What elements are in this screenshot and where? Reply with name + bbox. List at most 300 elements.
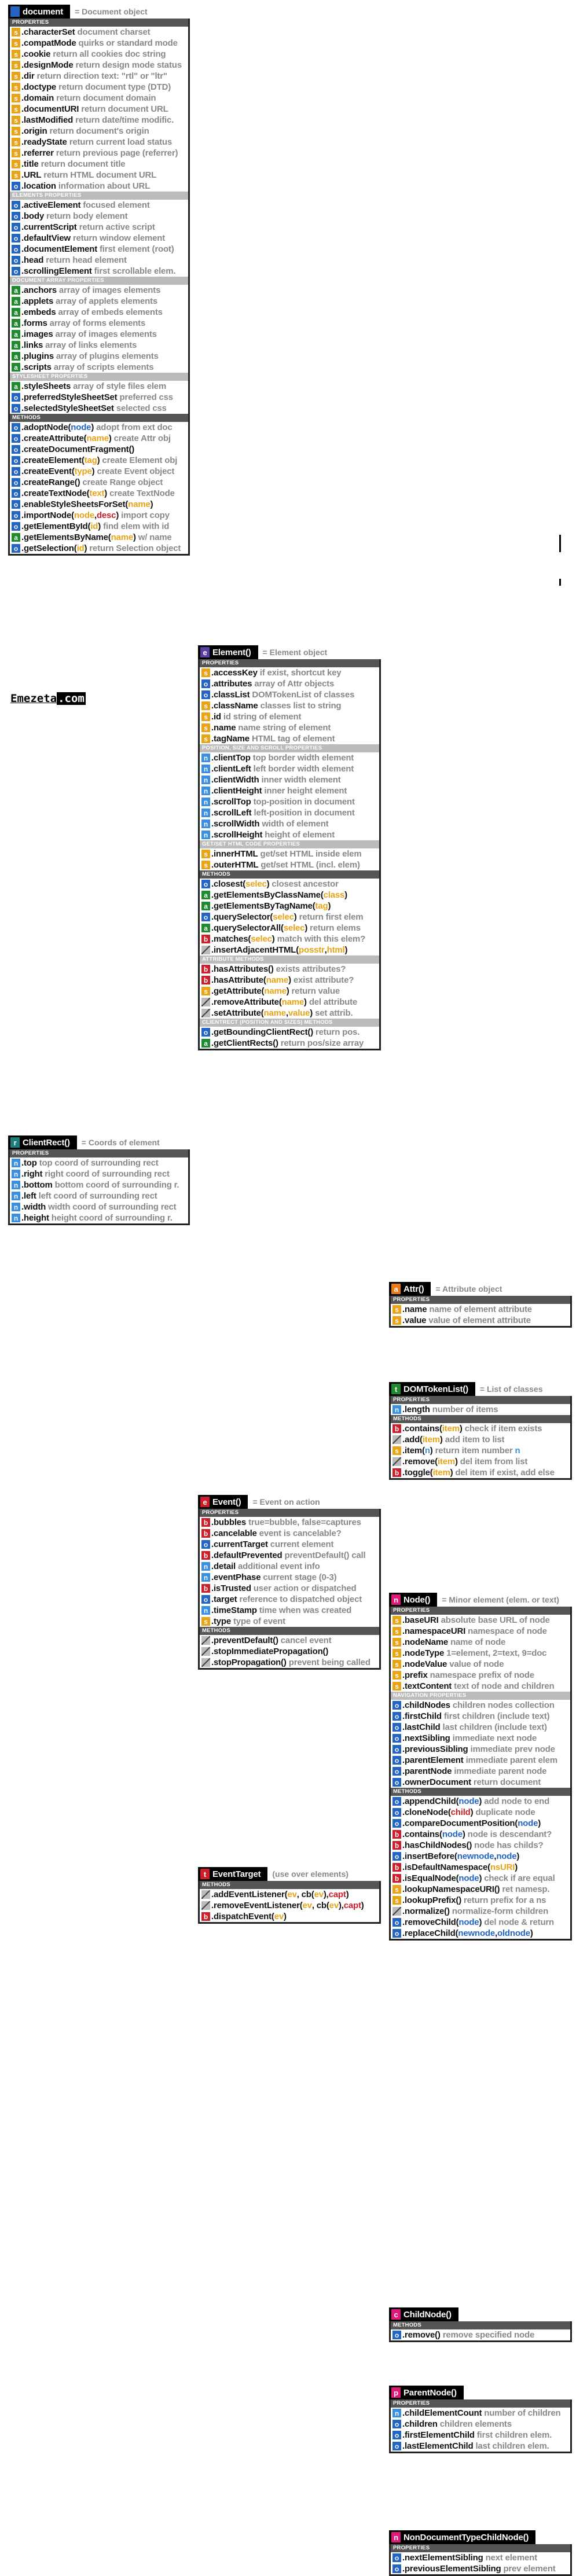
api-name: .right	[21, 1169, 43, 1179]
api-name: .isEqualNode(	[402, 1873, 459, 1883]
api-item	[200, 711, 379, 722]
api-param: child	[450, 1807, 471, 1817]
object-type-icon: o	[392, 2331, 401, 2339]
object-type-icon: o	[201, 913, 210, 921]
api-name: .enableStyleSheetsForSet(	[21, 499, 129, 509]
api-item	[200, 1583, 379, 1594]
object-type-icon: o	[392, 1797, 401, 1806]
api-description: first children (include text)	[443, 1711, 550, 1721]
api-item	[10, 60, 188, 71]
api-param: item	[432, 1468, 450, 1478]
api-param: tag	[315, 901, 328, 911]
api-name: .className	[211, 701, 258, 711]
node-badge-icon: n	[391, 1594, 401, 1605]
api-description: user action or dispatched	[253, 1583, 357, 1593]
number-type-icon: n	[201, 1562, 210, 1571]
number-type-icon: n	[12, 1181, 20, 1189]
api-param: node	[74, 510, 94, 520]
api-item	[10, 104, 188, 115]
api-item	[391, 1895, 570, 1906]
array-type-icon: a	[12, 297, 20, 306]
nondoctypechild-badge-icon: n	[391, 2532, 401, 2542]
api-item	[391, 1829, 570, 1840]
childnode-header	[389, 2307, 572, 2321]
boolean-type-icon: b	[392, 1424, 401, 1433]
api-param: ev	[329, 1901, 339, 1910]
api-description: return item number	[435, 1446, 513, 1456]
api-name: .currentTarget	[211, 1539, 268, 1549]
api-param: ev	[314, 1890, 324, 1899]
api-description: return head element	[46, 255, 127, 265]
api-name: .name	[402, 1304, 427, 1314]
api-item	[10, 222, 188, 233]
api-param: html	[326, 945, 345, 955]
api-item	[200, 1646, 379, 1657]
void-type-icon	[201, 998, 210, 1006]
api-description: array of style files elem	[73, 381, 167, 391]
api-description: array of links elements	[45, 340, 137, 350]
api-name: .previousSibling	[402, 1744, 468, 1754]
api-description: immediate next node	[452, 1733, 537, 1743]
string-type-icon: s	[12, 138, 20, 146]
void-type-icon	[201, 1890, 210, 1899]
api-description: prev element	[503, 2564, 556, 2574]
string-type-icon: s	[201, 734, 210, 743]
api-name: .bubbles	[211, 1517, 247, 1527]
api-description: return direction text: "rtl" or "ltr"	[36, 71, 167, 81]
api-description: return prefix for a ns	[464, 1895, 546, 1905]
attr-body	[389, 1296, 572, 1328]
api-name: .head	[21, 255, 44, 265]
attr-title: Attr()	[403, 1284, 424, 1294]
api-item	[391, 1648, 570, 1659]
api-description: import copy	[121, 510, 170, 520]
number-type-icon: n	[201, 820, 210, 828]
section-header: PROPERTIES	[391, 2399, 570, 2408]
object-type-icon: o	[12, 182, 20, 190]
object-type-icon: o	[201, 679, 210, 688]
api-description: add node to end	[484, 1796, 550, 1806]
eventtarget-description: (use over elements)	[272, 1869, 348, 1879]
api-name: .createEvent(	[21, 466, 75, 476]
api-param: node	[496, 1851, 517, 1861]
api-name: .parentNode	[402, 1766, 452, 1776]
api-description: immediate prev node	[470, 1744, 555, 1754]
api-item	[391, 2563, 570, 2574]
event-title: Event()	[212, 1497, 241, 1507]
api-param: text	[89, 488, 105, 498]
object-type-icon: o	[392, 1819, 401, 1828]
document-badge-icon	[10, 6, 20, 17]
api-param: nsURI	[490, 1862, 515, 1872]
api-paren-close: )	[470, 1807, 474, 1817]
api-item	[391, 1659, 570, 1670]
api-description: return window element	[72, 233, 166, 243]
api-description: width of element	[262, 819, 329, 829]
api-item	[10, 318, 188, 329]
string-type-icon: s	[201, 850, 210, 858]
childnode-panel	[389, 2307, 572, 2342]
document-title: document	[23, 6, 64, 17]
api-name: .referrer	[21, 148, 54, 158]
string-type-icon: s	[392, 1305, 401, 1314]
api-paren-close: )	[459, 1424, 463, 1434]
document-body	[8, 19, 190, 556]
section-header: PROPERTIES	[391, 1607, 570, 1615]
api-name: .scrollWidth	[211, 819, 260, 829]
api-item	[10, 296, 188, 307]
api-paren-close: )	[288, 975, 291, 985]
parentnode-title: ParentNode()	[403, 2387, 457, 2398]
api-description: return document title	[41, 159, 126, 169]
api-item	[10, 266, 188, 277]
api-description: cancel event	[280, 1636, 332, 1645]
api-description: return document domain	[56, 93, 156, 103]
api-description: prevent being called	[288, 1658, 370, 1667]
api-param: name	[111, 532, 133, 542]
api-item	[391, 1670, 570, 1681]
number-type-icon: n	[201, 798, 210, 806]
object-type-icon: o	[201, 880, 210, 888]
object-type-icon: o	[392, 1734, 401, 1743]
api-name: .contains(	[402, 1424, 442, 1434]
api-paren-close: )	[328, 901, 331, 911]
api-item	[391, 1840, 570, 1851]
attr-header	[389, 1282, 572, 1296]
api-paren-close: )	[346, 1890, 349, 1899]
api-item	[10, 499, 188, 510]
api-item	[391, 1304, 570, 1315]
element-body	[198, 659, 381, 1050]
api-description: array of images elements	[58, 285, 161, 295]
api-name: .cancelable	[211, 1528, 257, 1538]
event-description: = Event on action	[252, 1497, 320, 1506]
api-description: name string of element	[238, 723, 331, 733]
api-name: .compatMode	[21, 38, 76, 48]
api-item	[391, 2329, 570, 2340]
api-item	[200, 763, 379, 774]
api-paren-close: )	[530, 1928, 533, 1938]
api-item	[10, 233, 188, 244]
array-type-icon: a	[12, 330, 20, 339]
domtokenlist-badge-icon: t	[391, 1384, 401, 1394]
api-item	[200, 997, 379, 1008]
boolean-type-icon: b	[201, 935, 210, 943]
element-panel	[198, 645, 381, 1050]
event-header	[198, 1495, 381, 1509]
event-badge-icon: e	[200, 1497, 210, 1507]
object-type-icon: o	[12, 489, 20, 498]
object-type-icon: o	[392, 1723, 401, 1732]
api-description: adopt from ext doc	[96, 422, 173, 432]
api-name: .embeds	[21, 307, 56, 317]
api-description: next element	[485, 2553, 537, 2563]
api-name: .baseURI	[402, 1615, 439, 1625]
api-param: ),	[323, 1890, 329, 1899]
api-name: .scrollHeight	[211, 830, 263, 840]
boolean-type-icon: b	[201, 965, 210, 973]
api-name: .getElementById(	[21, 521, 91, 531]
string-type-icon: s	[12, 83, 20, 91]
array-type-icon: a	[201, 1039, 210, 1048]
api-item	[200, 1038, 379, 1049]
api-description: array of embeds elements	[58, 307, 163, 317]
nondoctypechild-title-bar	[389, 2530, 535, 2544]
api-description: selected css	[116, 403, 167, 413]
api-paren-close: )	[108, 433, 112, 443]
array-type-icon: a	[12, 363, 20, 372]
api-description: first scrollable elem.	[94, 266, 176, 276]
number-type-icon: n	[201, 809, 210, 817]
api-name: .createElement(	[21, 455, 85, 465]
object-type-icon: o	[12, 393, 20, 402]
api-description: 1=element, 2=text, 9=doc	[446, 1648, 547, 1658]
api-item	[200, 818, 379, 829]
api-description: array of plugins elements	[56, 351, 159, 361]
api-name: .add(	[402, 1435, 423, 1445]
api-name: .top	[21, 1158, 37, 1168]
string-type-icon: s	[12, 28, 20, 36]
array-type-icon: a	[12, 382, 20, 391]
api-description-param: n	[515, 1446, 520, 1456]
api-paren-close: )	[430, 1446, 433, 1456]
object-type-icon: o	[392, 2420, 401, 2428]
api-name: .remove(	[402, 1457, 438, 1467]
api-description: first children elem.	[476, 2430, 552, 2440]
clientrect-header	[8, 1136, 190, 1149]
api-item	[10, 181, 188, 192]
api-description: return value	[291, 986, 340, 996]
section-header: METHODS	[10, 414, 188, 422]
attr-title-bar	[389, 1282, 431, 1296]
api-name: .lastElementChild	[402, 2441, 474, 2451]
api-item	[10, 115, 188, 126]
api-item	[10, 477, 188, 488]
api-name: .clientWidth	[211, 775, 259, 785]
api-name: .isDefaultNamespace(	[402, 1862, 490, 1872]
api-paren-close: )	[479, 1796, 482, 1806]
object-type-icon: o	[392, 1852, 401, 1861]
api-name: .clientHeight	[211, 786, 262, 796]
array-type-icon: a	[12, 308, 20, 317]
api-item	[10, 1190, 188, 1201]
api-name: .hasAttributes()	[211, 964, 274, 974]
api-param: value	[288, 1008, 310, 1018]
api-item	[10, 38, 188, 49]
api-name: .lookupPrefix()	[402, 1895, 462, 1905]
api-name: .documentURI	[21, 104, 79, 114]
api-param: selec	[283, 923, 305, 933]
api-description: create Range object	[82, 477, 163, 487]
api-description: current element	[270, 1539, 334, 1549]
api-paren-close: )	[293, 912, 297, 922]
api-item	[200, 1635, 379, 1646]
object-type-icon: o	[12, 223, 20, 231]
domtokenlist-title: DOMTokenList()	[403, 1384, 468, 1394]
string-type-icon: s	[201, 987, 210, 995]
api-item	[200, 1008, 379, 1019]
api-paren-close: )	[361, 1901, 364, 1910]
api-item	[391, 1722, 570, 1733]
emezeta-logo[interactable]	[10, 692, 86, 705]
api-name: .bottom	[21, 1180, 53, 1190]
object-type-icon: o	[392, 2564, 401, 2573]
api-paren-close: )	[266, 879, 270, 889]
api-item	[10, 422, 188, 433]
void-type-icon	[201, 946, 210, 954]
api-description: top border width element	[252, 753, 354, 763]
api-param: oldnode	[497, 1928, 530, 1938]
api-item	[10, 255, 188, 266]
eventtarget-title: EventTarget	[212, 1869, 261, 1879]
api-name: .getElementsByTagName(	[211, 901, 315, 911]
domtokenlist-description: = List of classes	[479, 1384, 543, 1394]
object-type-icon: o	[392, 1767, 401, 1776]
api-description: get/set HTML inside elem	[260, 849, 362, 859]
api-param: ,	[94, 510, 97, 520]
api-item	[391, 2552, 570, 2563]
object-type-icon: o	[12, 511, 20, 520]
childnode-title: ChildNode()	[403, 2309, 452, 2320]
api-description: return document type (DTD)	[58, 82, 171, 92]
node-description: = Minor element (elem. or text)	[442, 1595, 559, 1604]
string-type-icon: s	[12, 105, 20, 113]
api-description: check if are equal	[484, 1873, 555, 1883]
object-type-icon: o	[392, 1701, 401, 1710]
string-type-icon: s	[392, 1896, 401, 1905]
api-item	[391, 1733, 570, 1744]
api-name: .outerHTML	[211, 860, 259, 870]
api-item	[391, 2419, 570, 2430]
api-description: bottom coord of surrounding r.	[54, 1180, 179, 1190]
api-name: .defaultView	[21, 233, 71, 243]
api-description: left-position in document	[254, 808, 355, 818]
api-description: node is descendant?	[467, 1829, 552, 1839]
api-param: ),	[338, 1901, 344, 1910]
api-item	[10, 521, 188, 532]
api-name: .createTextNode(	[21, 488, 90, 498]
number-type-icon: n	[201, 831, 210, 839]
domtokenlist-body	[389, 1396, 572, 1480]
api-description: right coord of surrounding rect	[45, 1169, 170, 1179]
api-item	[391, 1917, 570, 1928]
api-paren-close: )	[286, 986, 289, 996]
object-type-icon: o	[12, 434, 20, 443]
api-name: .getSelection(	[21, 543, 77, 553]
api-name: .importNode(	[21, 510, 74, 520]
api-param: newnode	[457, 1851, 494, 1861]
api-description: return Selection object	[89, 543, 181, 553]
api-item	[200, 945, 379, 956]
api-description: array of applets elements	[56, 296, 158, 306]
object-type-icon: o	[201, 1028, 210, 1037]
api-item	[10, 200, 188, 211]
api-description: namespace of node	[468, 1626, 547, 1636]
api-name: .lastChild	[402, 1722, 441, 1732]
api-item	[200, 1616, 379, 1627]
api-item	[200, 890, 379, 901]
clientrect-title-bar	[8, 1136, 77, 1149]
api-item	[200, 1594, 379, 1605]
api-name: .matches(	[211, 934, 251, 944]
api-name: .firstChild	[402, 1711, 442, 1721]
api-paren-close: )	[104, 488, 108, 498]
api-name: .getElementsByName(	[21, 532, 111, 542]
api-description: array of images elements	[55, 329, 157, 339]
void-type-icon	[201, 1901, 210, 1910]
api-name: .location	[21, 181, 56, 191]
eventtarget-badge-icon: t	[200, 1869, 210, 1879]
api-item	[391, 1744, 570, 1755]
api-name: .clientTop	[211, 753, 251, 763]
number-type-icon: n	[201, 1606, 210, 1615]
api-name: .parentElement	[402, 1755, 464, 1765]
api-name: .value	[402, 1315, 427, 1325]
api-name: .preferredStyleSheetSet	[21, 392, 118, 402]
api-param: n	[424, 1446, 430, 1456]
document-panel	[8, 5, 190, 556]
attr-description: = Attribute object	[435, 1284, 502, 1293]
api-item	[200, 807, 379, 818]
api-item	[200, 912, 379, 923]
api-description: id string of element	[223, 712, 302, 722]
api-item	[391, 2441, 570, 2452]
api-param: type	[74, 466, 92, 476]
api-param: name	[281, 997, 304, 1007]
api-name: .ownerDocument	[402, 1777, 471, 1787]
api-item	[200, 733, 379, 744]
section-header: METHODS	[391, 2321, 570, 2329]
api-description: immediate parent node	[454, 1766, 547, 1776]
api-item	[200, 1900, 379, 1911]
api-description: immediate parent elem	[465, 1755, 557, 1765]
api-name: .compareDocumentPosition(	[402, 1818, 518, 1828]
api-name: .createAttribute(	[21, 433, 87, 443]
api-description: focused element	[83, 200, 150, 210]
element-description: = Element object	[262, 648, 328, 657]
api-item	[10, 488, 188, 499]
api-param: capt	[328, 1890, 346, 1899]
api-name: .eventPhase	[211, 1572, 261, 1582]
api-description: time when was created	[259, 1605, 352, 1615]
api-item	[10, 159, 188, 170]
childnode-badge-icon: c	[391, 2309, 401, 2320]
api-item	[200, 678, 379, 689]
string-type-icon: s	[392, 1616, 401, 1625]
api-item	[200, 901, 379, 912]
api-name: .addEventListener(	[211, 1890, 288, 1899]
api-item	[391, 1862, 570, 1873]
api-item	[10, 126, 188, 137]
api-item	[200, 1539, 379, 1550]
api-description: document charset	[77, 27, 151, 37]
boolean-type-icon: b	[201, 1518, 210, 1527]
api-description: exists attributes?	[276, 964, 346, 974]
string-type-icon: s	[12, 116, 20, 124]
section-header: POSITION, SIZE AND SCROLL PROPERTIES	[200, 744, 379, 752]
element-header	[198, 645, 381, 659]
api-item	[391, 1818, 570, 1829]
api-description: create Attr obj	[113, 433, 171, 443]
api-item	[200, 796, 379, 807]
api-name: .querySelectorAll(	[211, 923, 284, 933]
api-param: node	[458, 1917, 479, 1927]
api-description: array of Attr objects	[254, 679, 335, 689]
string-type-icon: s	[201, 861, 210, 869]
api-item	[10, 1157, 188, 1168]
api-param: selec	[245, 879, 267, 889]
api-item	[10, 307, 188, 318]
